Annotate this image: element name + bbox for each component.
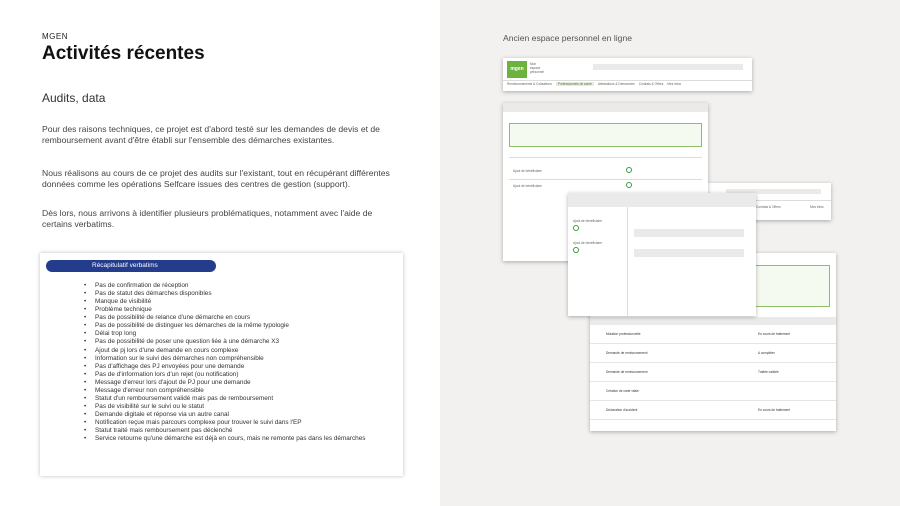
table-row[interactable] [590,325,836,344]
verbatim-item: • Pas de possibilité de relance d'une démarche en cours [95,314,366,322]
paragraph-3: Dès lors, nous arrivons à identifier plusieurs problématiques, notamment avec l'aide de certains verbatims. [42,208,373,229]
mockup-label: Ancien espace personnel en ligne [503,33,632,43]
verbatim-item: • Délai trop long [95,330,366,338]
row-label: Ajout de bénéficiaire [513,169,542,173]
row-status: A compléter [758,351,775,355]
header-toolbar [593,64,743,70]
verbatim-item: • Pas de possibilité de poser une question liée à une démarche X3 [95,338,366,346]
verbatim-card-title: Récapitulatif verbatims [46,260,216,272]
detail-message-1 [634,229,744,237]
table-row[interactable] [590,401,836,420]
row-status: Traitée validée [758,370,779,374]
check-icon [626,182,632,188]
verbatim-item: • Notification reçue mais parcours complexe pour trouver le suivi dans l'EP [95,419,366,427]
section-subtitle: Audits, data [42,91,106,105]
verbatim-item: • Problème technique [95,306,366,314]
check-icon [626,167,632,173]
verbatim-card [40,253,403,476]
verbatim-item: • Information sur le suivi des démarches non compréhensible [95,355,366,363]
row-status: En cours de traitement [758,408,791,412]
verbatim-item: • Ajout de pj lors d'une demande en cours complexe [95,347,366,355]
verbatim-item: • Pas de d'information lors d'un rejet (ou notification) [95,371,366,379]
nav-mes-infos[interactable]: Mes infos [810,205,824,209]
verbatim-item: • Pas de statut des démarches disponibles [95,290,366,298]
row-name: Création de carte vitale [606,389,639,393]
verbatim-item: • Service retourne qu'une démarche est déjà en cours, mais ne remonte pas dans les démarches [95,435,366,443]
table-row[interactable] [590,382,836,401]
screen-detail [568,193,756,316]
nav-item[interactable]: Contrats & Offres [638,82,664,86]
brand-label: MGEN [42,32,68,41]
row-status: En cours de traitement [758,332,791,336]
row-name: Mutation professionnelle [606,332,641,336]
verbatim-item: • Statut d'un remboursement validé mais pas de remboursement [95,395,366,403]
verbatim-item: • Pas de visibilité sur le suivi ou le statut [95,403,366,411]
verbatim-item: • Manque de visibilité [95,298,366,306]
check-icon [573,225,579,231]
check-icon [573,247,579,253]
row-name: Déclaration d'accident [606,408,638,412]
verbatim-item: • Pas de possibilité de distinguer les démarches de la même typologie [95,322,366,330]
row-label: Ajout de bénéficiaire [513,184,542,188]
row-name: Demande de remboursement [606,370,648,374]
verbatim-item: • Demande digitale et réponse via un autre canal [95,411,366,419]
nav-item[interactable]: Mes infos [667,82,681,86]
screen-header [503,58,752,91]
nav-item[interactable]: Attestations & Démarches [597,82,635,86]
page-title: Activités récentes [42,43,205,64]
paragraph-1: Pour des raisons techniques, ce projet est d'abord testé sur les demandes de devis et de remboursement avant d'être établi sur l'ensemble des démarches existantes. [42,124,380,145]
verbatim-item: • Message d'erreur lors d'ajout de PJ pour une demande [95,379,366,387]
logo-tagline: Mon espace personnel [530,62,544,74]
status-rows [590,325,836,420]
verbatim-item: • Pas d'affichage des PJ envoyées pour une demande [95,363,366,371]
mgen-logo: mgen [507,61,527,78]
row-name: Demande de remboursement [606,351,648,355]
verbatim-item: • Message d'erreur non compréhensible [95,387,366,395]
detail-message-2 [634,249,744,257]
info-banner [509,123,702,147]
nav-item[interactable]: Professionnels de santé [557,82,592,86]
detail-sidebar: Ajout de bénéficiaire Ajout de bénéficiaire [568,207,628,316]
verbatim-item: • Pas de confirmation de réception [95,282,366,290]
table-row[interactable] [590,344,836,363]
table-row[interactable] [590,363,836,382]
nav-item[interactable]: Remboursements & Cotisations [507,82,552,86]
main-nav [507,82,681,86]
verbatim-item: • Statut traité mais remboursement pas déclenché [95,427,366,435]
nav-contrats[interactable]: Contrats & Offres [756,205,781,209]
verbatim-list [95,282,366,443]
left-panel [0,0,440,506]
paragraph-2: Nous réalisons au cours de ce projet des audits sur l'existant, tout en récupérant différentes données comme les opérations Selfcare issues des centres de gestion (support). [42,168,390,189]
